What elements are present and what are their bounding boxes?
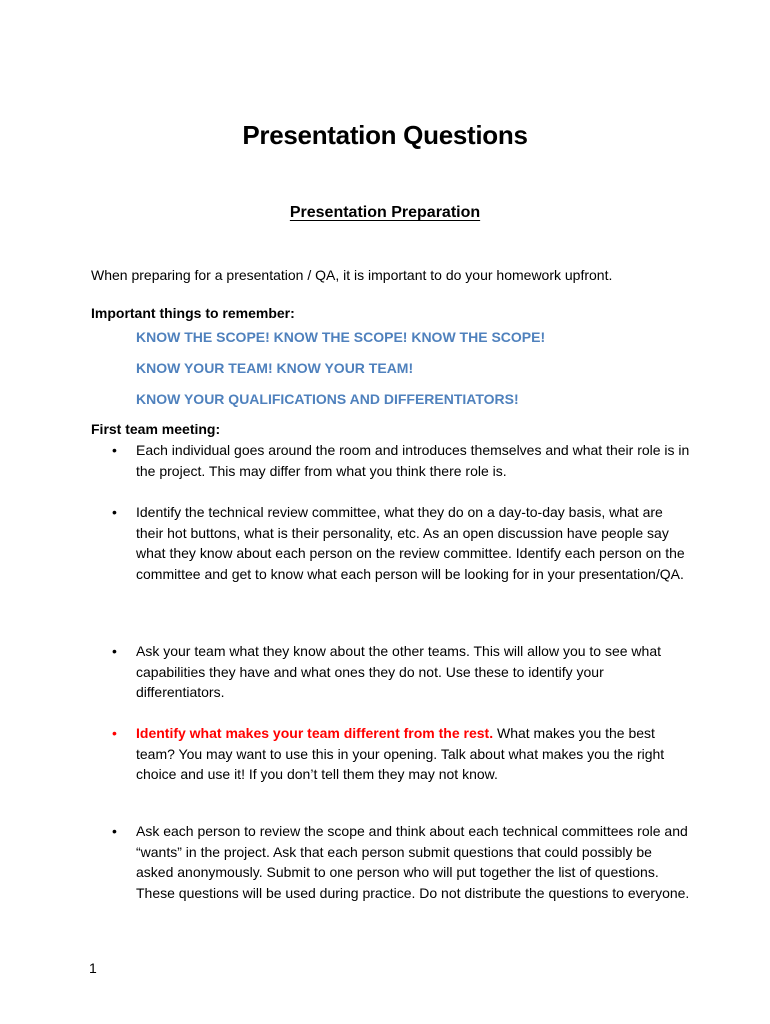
list-item (112, 821, 692, 903)
list-item-text (136, 723, 692, 785)
list-item (112, 641, 692, 703)
meeting-heading: First team meeting: (91, 421, 221, 437)
important-heading: Important things to remember: (91, 305, 295, 321)
page-title: Presentation Questions (242, 120, 528, 150)
page-number: 1 (89, 960, 97, 976)
section-subtitle (0, 204, 770, 222)
reminder-list (136, 328, 545, 421)
reminder-item-qualifications: KNOW YOUR QUALIFICATIONS AND DIFFERENTIATORS! (136, 391, 519, 407)
emphasis-text: Identify what makes your team different from the rest. (136, 725, 494, 741)
list-item-text: Identify the technical review committee, what they do on a day-to-day basis, what are their hot buttons, what is their personality, etc. As an open discussion have people say what they know about each person on the review committee. Identify each person on the committee and get to know what each person will be looking for in your presentation/QA. (136, 504, 685, 582)
bullet-icon: • (112, 725, 117, 741)
bullet-icon: • (112, 643, 117, 659)
list-item-body: What makes you the best team? You may want to use this in your opening. Talk about what makes you the right choice and use it! If you don’t tell them they may not know. (136, 725, 665, 782)
list-item-highlighted (112, 723, 692, 785)
bullet-icon: • (112, 823, 117, 839)
list-item-text: Ask your team what they know about the other teams. This will allow you to see what capabilities they have and what ones they do not. Use these to identify your differentiators. (136, 643, 661, 700)
list-item-text: Ask each person to review the scope and think about each technical committees role and “wants” in the project. Ask that each person submit questions that could possibly be asked anonymously. Submit to one person who will put together the list of questions. These questions will be used during practice. Do not distribute the questions to everyone. (136, 823, 690, 901)
section-subtitle-text: Presentation Preparation (289, 204, 481, 221)
reminder-item-team: KNOW YOUR TEAM! KNOW YOUR TEAM! (136, 360, 414, 376)
list-item (112, 502, 692, 584)
list-item-text: Each individual goes around the room and introduces themselves and what their role is in the project. This may differ from what you think there role is. (136, 442, 690, 479)
bullet-icon: • (112, 504, 117, 520)
intro-paragraph: When preparing for a presentation / QA, it is important to do your homework upfront. (91, 267, 613, 283)
bullet-icon: • (112, 442, 117, 458)
list-item (112, 440, 692, 481)
reminder-item-scope: KNOW THE SCOPE! KNOW THE SCOPE! KNOW THE SCOPE! (136, 329, 546, 345)
